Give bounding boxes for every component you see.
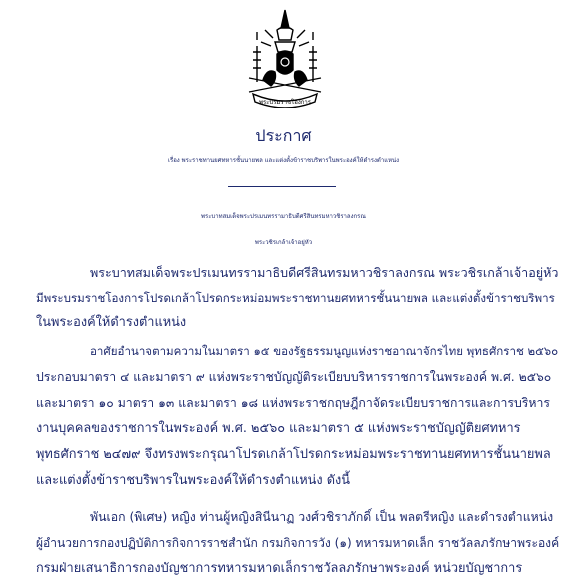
paragraph-1-line-2: มีพระบรมราชโองการโปรดเกล้าโปรดกระหม่อมพระราชทานยศทหารชั้นนายพล และแต่งตั้งข้าราชบริพาร — [36, 291, 555, 305]
royal-emblem-icon — [243, 8, 327, 108]
paragraph-3-line-1: พันเอก (พิเศษ) หญิง ท่านผู้หญิงสินีนาฏ วงศ์วชิราภักดิ์ เป็น พลตรีหญิง และดำรงตำแหน่ง — [90, 510, 554, 524]
paragraph-2-line-3: และมาตรา ๑๐ มาตรา ๑๓ และมาตรา ๑๘ แห่งพระราชกฤษฎีกาจัดระเบียบราชการและการบริหาร — [36, 396, 551, 410]
paragraph-1-line-1: พระบาทสมเด็จพระปรเมนทรรามาธิบดีศรีสินทรมหาวชิราลงกรณ พระวชิรเกล้าเจ้าอยู่หัว — [90, 265, 559, 280]
divider — [228, 186, 336, 187]
announcement-subject: เรื่อง พระราชทานยศทหารชั้นนายพล และแต่งตั้งข้าราชบริพารในพระองค์ให้ดำรงตำแหน่ง — [167, 157, 400, 164]
paragraph-2-line-5: พุทธศักราช ๒๔๗๙ จึงทรงพระกรุณาโปรดเกล้าโปรดกระหม่อมพระราชทานยศทหารชั้นนายพล — [36, 447, 551, 462]
paragraph-1-line-3: ในพระองค์ให้ดำรงตำแหน่ง — [36, 315, 187, 330]
royal-name-heading-line-2: พระวชิรเกล้าเจ้าอยู่หัว — [254, 239, 313, 246]
announcement-title: ประกาศ — [255, 126, 312, 145]
paragraph-3-line-3: กรมฝ่ายเสนาธิการกองบัญชาการทหารมหาดเล็กราชวัลลภรักษาพระองค์ หน่วยบัญชาการ — [36, 561, 523, 576]
paragraph-3-line-2: ผู้อำนวยการกองปฏิบัติการกิจการราชสำนัก กรมกิจการวัง (๑) ทหารมหาดเล็ก ราชวัลลภรักษาพระองค์ — [36, 536, 560, 550]
svg-text:พระบรมราชโองการ: พระบรมราชโองการ — [258, 99, 312, 106]
paragraph-2-line-2: ประกอบมาตรา ๔ และมาตรา ๙ แห่งพระราชบัญญัติระเบียบบริหารราชการในพระองค์ พ.ศ. ๒๕๖๐ — [36, 370, 552, 384]
paragraph-2-line-1: อาศัยอำนาจตามความในมาตรา ๑๕ ของรัฐธรรมนูญแห่งราชอาณาจักรไทย พุทธศักราช ๒๕๖๐ — [90, 344, 559, 358]
paragraph-2-line-6: และแต่งตั้งข้าราชบริพารในพระองค์ให้ดำรงตำแหน่ง ดังนี้ — [36, 473, 351, 488]
royal-name-heading-line-1: พระบาทสมเด็จพระปรเมนทรรามาธิบดีศรีสินทรมหาวชิราลงกรณ — [201, 213, 366, 220]
paragraph-2-line-4: งานบุคคลของราชการในพระองค์ พ.ศ. ๒๕๖๐ และมาตรา ๕ แห่งพระราชบัญญัติยศทหาร — [36, 421, 521, 436]
